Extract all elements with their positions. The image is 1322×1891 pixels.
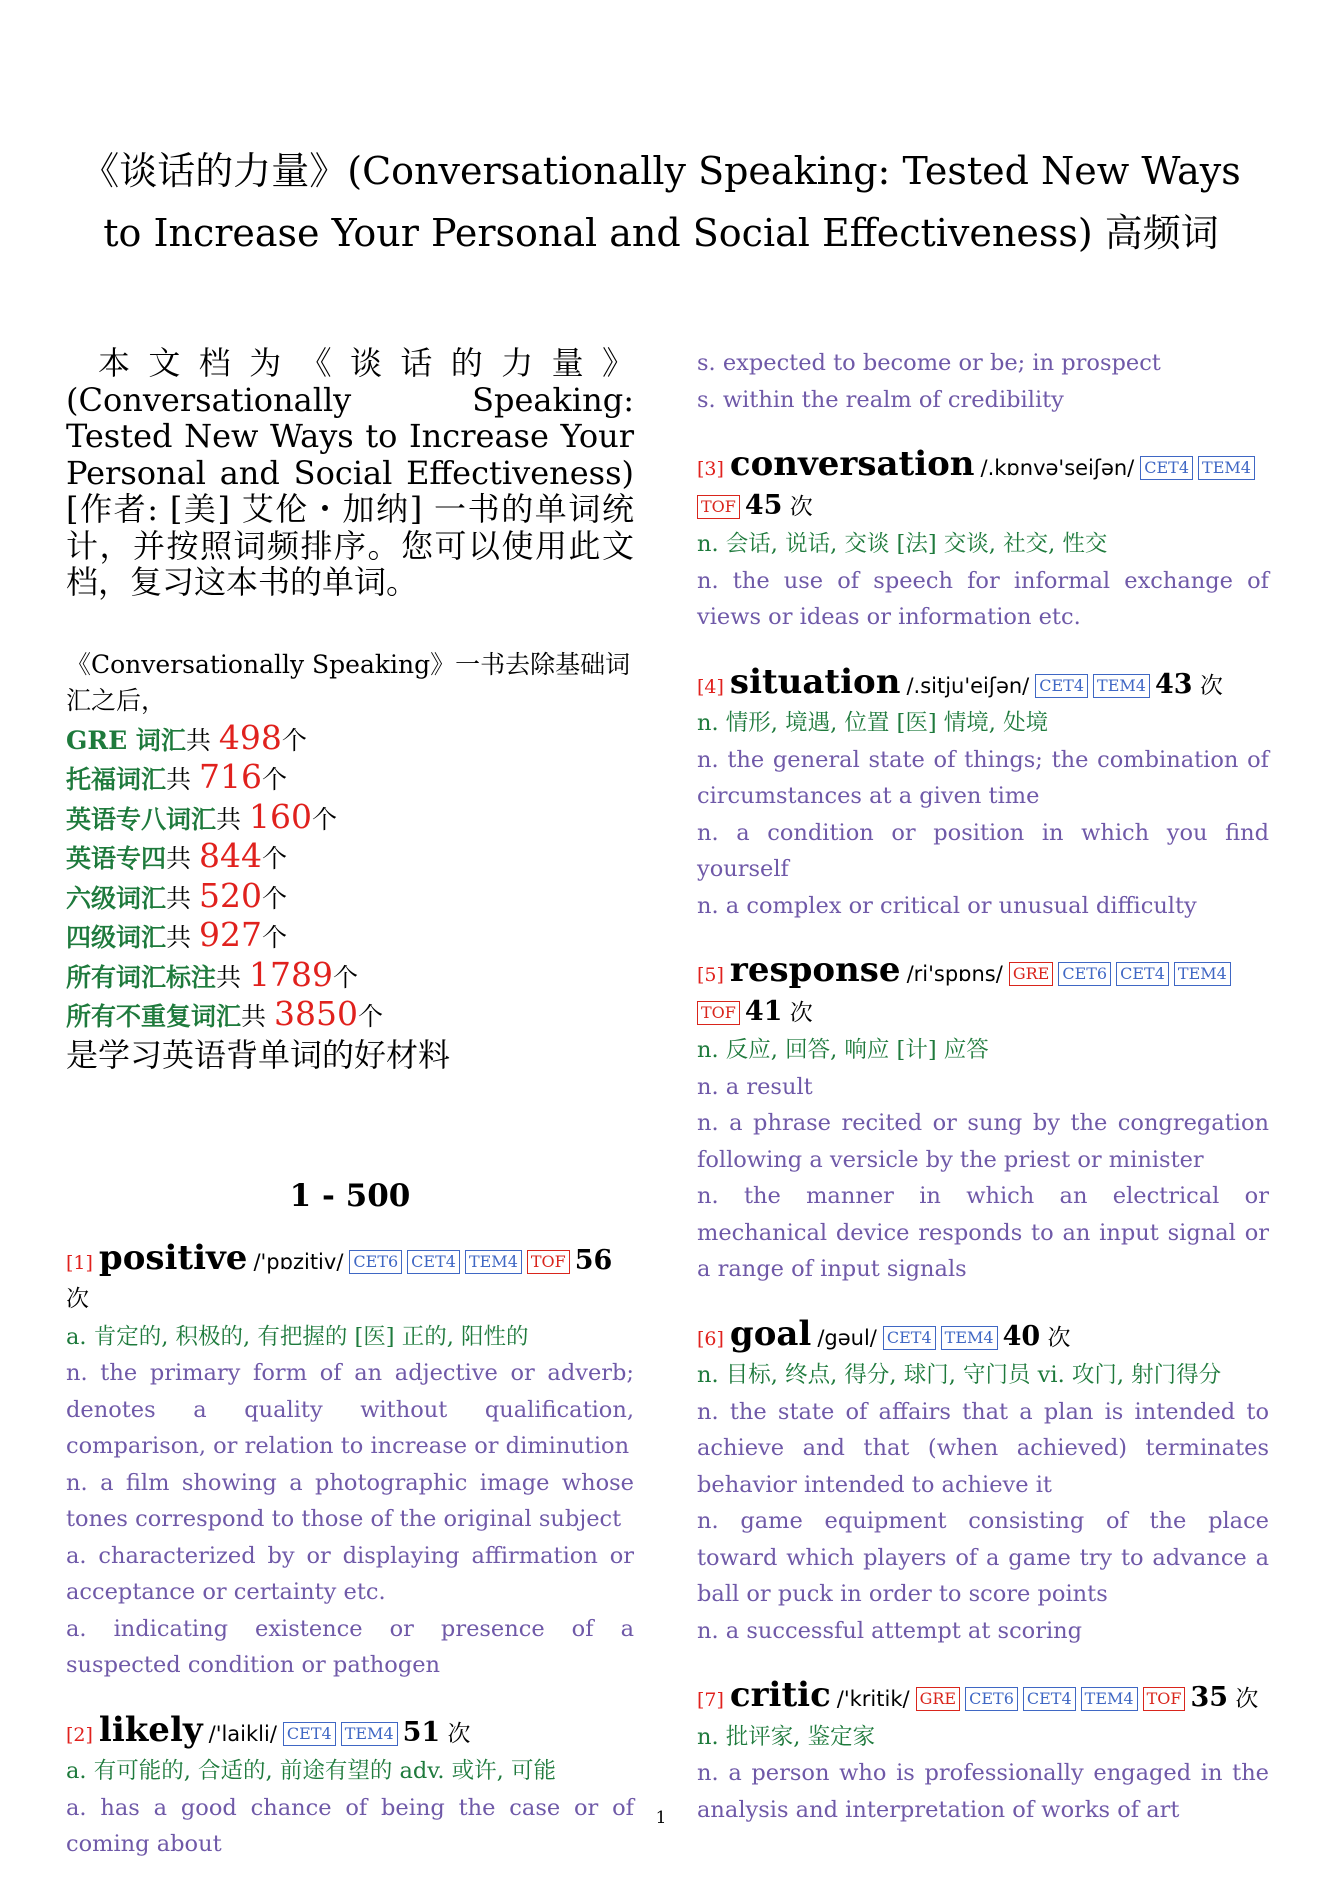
exam-tag: CET4	[283, 1722, 336, 1746]
stat-unit: 个	[261, 923, 287, 952]
stat-row	[66, 875, 634, 918]
stat-row	[66, 796, 634, 839]
stat-row	[66, 917, 634, 957]
left-column	[66, 345, 634, 1891]
exam-tag: CET6	[349, 1250, 402, 1274]
exam-tag: CET4	[1023, 1687, 1076, 1711]
entry-count: 41	[744, 995, 783, 1027]
exam-tag: TOF	[697, 495, 740, 519]
entry-count-unit: 次	[1228, 1686, 1259, 1712]
word-entry	[697, 446, 1269, 636]
stat-unit: 个	[332, 962, 358, 992]
exam-tag: TEM4	[1093, 674, 1150, 698]
chinese-definition: n. 反应, 回答, 响应 [计] 应答	[697, 1037, 989, 1063]
entry-index: [6]	[697, 1327, 724, 1350]
exam-tag: CET4	[1140, 456, 1193, 480]
english-definition: s. expected to become or be; in prospect	[697, 350, 1161, 376]
exam-tag: TEM4	[1081, 1687, 1138, 1711]
word-entry	[697, 1677, 1269, 1828]
entry-phonetic: /'pɒzitiv/	[253, 1249, 344, 1274]
english-definition: n. the manner in which an electrical or mechanical device responds to an input signal or a range of input signals	[697, 1183, 1269, 1282]
summary-block	[66, 647, 634, 1074]
entry-index: [3]	[697, 458, 724, 480]
entry-count: 45	[744, 489, 783, 521]
left-entry-list	[66, 1237, 634, 1863]
stat-unit: 个	[311, 804, 337, 834]
entry-phonetic: /ri'spɒns/	[906, 962, 1003, 986]
entry-word: likely	[98, 1709, 203, 1750]
english-definition: n. a complex or critical or unusual difficulty	[697, 892, 1197, 919]
english-definition: a. indicating existence or presence of a suspected condition or pathogen	[66, 1615, 634, 1678]
stat-gong: 共	[166, 844, 199, 873]
stat-gong: 共	[216, 804, 249, 834]
stat-label: 英语专四	[66, 844, 167, 873]
english-definition: n. a result	[697, 1073, 813, 1100]
stat-row	[66, 996, 634, 1036]
entry-word: positive	[98, 1237, 248, 1278]
entry-count-unit: 次	[782, 999, 813, 1026]
entry-count-unit: 次	[1040, 1324, 1071, 1351]
stat-number: 520	[198, 875, 262, 915]
stat-gong: 共	[166, 765, 199, 794]
english-definition: n. the primary form of an adjective or adverb; denotes a quality without qualification, comparison, or relation to increase or diminution	[66, 1360, 634, 1459]
entry-head	[697, 952, 1269, 1032]
entry-word: conversation	[729, 444, 975, 484]
entry-head	[697, 1313, 1269, 1358]
stat-label: 所有词汇标注	[66, 962, 217, 992]
intro-paragraph: 本文档为《谈话的力量》(Conversationally Speaking: Tested New Ways to Increase Your Personal and Social Effectiveness)[作者: [美] 艾伦・加纳] 一书的单词统计，并按照词频排序。您可以使用此文档，复习这本书的单词。	[66, 344, 634, 601]
exam-tag: CET6	[1058, 962, 1111, 986]
english-definition: n. the general state of things; the combination of circumstances at a given time	[697, 746, 1269, 809]
entry-word: goal	[729, 1313, 812, 1354]
chinese-definition: n. 会话, 说话, 交谈 [法] 交谈, 社交, 性交	[697, 531, 1108, 557]
exam-tag: TEM4	[1174, 962, 1231, 986]
entry-phonetic: /'kritik/	[836, 1687, 910, 1711]
summary-head: 《Conversationally Speaking》一书去除基础词汇之后，	[66, 649, 631, 715]
entry-count-unit: 次	[782, 493, 813, 520]
entry-head	[66, 1237, 634, 1319]
stat-number: 498	[218, 717, 282, 757]
stat-gong: 共	[166, 883, 199, 913]
right-entry-list	[697, 446, 1269, 1828]
entry-count: 56	[574, 1244, 613, 1276]
exam-tag: TOF	[697, 1001, 740, 1025]
stats-list	[66, 717, 634, 1036]
english-definition: n. a phrase recited or sung by the congregation following a versicle by the priest or minister	[697, 1110, 1269, 1173]
stat-unit: 个	[281, 725, 307, 755]
stat-row	[66, 838, 634, 878]
stat-number: 844	[198, 836, 262, 875]
english-definition: n. a condition or position in which you find yourself	[697, 819, 1269, 882]
stat-unit: 个	[261, 765, 287, 794]
stat-unit: 个	[261, 883, 287, 913]
entry-head	[697, 661, 1269, 706]
stat-number: 1789	[248, 954, 333, 994]
exam-tag: CET6	[965, 1687, 1018, 1711]
stat-gong: 共	[241, 1002, 274, 1031]
stat-label: GRE 词汇	[66, 725, 186, 755]
stat-gong: 共	[216, 962, 249, 992]
document-title: 《谈话的力量》(Conversationally Speaking: Tested New Ways to Increase Your Personal and Social Effectiveness) 高频词	[81, 149, 1241, 255]
summary-end: 是学习英语背单词的好材料	[66, 1035, 451, 1074]
english-definition: n. a film showing a photographic image whose tones correspond to those of the original subject	[66, 1469, 634, 1532]
entry-word: situation	[729, 661, 901, 702]
entry-count: 43	[1154, 668, 1193, 700]
continued-definitions	[697, 345, 1269, 418]
entry-index: [7]	[697, 1689, 724, 1711]
exam-tag: GRE	[1009, 962, 1054, 986]
exam-tag: TEM4	[1198, 456, 1255, 480]
entry-count: 51	[402, 1716, 441, 1748]
stat-label: 托福词汇	[66, 765, 167, 794]
stat-row	[66, 717, 634, 760]
range-heading: 1 - 500	[289, 1177, 411, 1214]
entry-index: [2]	[66, 1723, 93, 1746]
stat-label: 六级词汇	[66, 883, 167, 913]
exam-tag: CET4	[1116, 962, 1169, 986]
stat-label: 所有不重复词汇	[66, 1002, 242, 1031]
right-column	[697, 345, 1269, 1856]
exam-tag: TEM4	[465, 1250, 522, 1274]
entry-index: [5]	[697, 964, 724, 986]
entry-phonetic: /.sitju'eiʃən/	[906, 673, 1030, 698]
chinese-definition: n. 情形, 境遇, 位置 [医] 情境, 处境	[697, 710, 1049, 736]
entry-phonetic: /gəul/	[817, 1325, 877, 1350]
entry-count-unit: 次	[1192, 672, 1223, 699]
word-entry	[697, 661, 1269, 925]
entry-head	[697, 446, 1269, 526]
english-definition: n. game equipment consisting of the place toward which players of a game try to advance a ball or puck in order to score points	[697, 1508, 1269, 1607]
stat-label: 四级词汇	[66, 923, 167, 952]
stat-number: 160	[248, 796, 312, 836]
stat-row	[66, 954, 634, 997]
stat-gong: 共	[166, 923, 199, 952]
stat-gong: 共	[185, 725, 219, 755]
chinese-definition: n. 批评家, 鉴定家	[697, 1723, 876, 1750]
chinese-definition: a. 肯定的, 积极的, 有把握的 [医] 正的, 阳性的	[66, 1323, 529, 1350]
entry-phonetic: /.kɒnvə'seiʃən/	[980, 456, 1135, 480]
stat-number: 3850	[273, 994, 358, 1033]
word-entry	[697, 1313, 1269, 1650]
entry-head	[697, 1677, 1269, 1719]
english-definition: a. characterized by or displaying affirmation or acceptance or certainty etc.	[66, 1542, 634, 1605]
stat-row	[66, 759, 634, 799]
stat-label: 英语专八词汇	[66, 804, 217, 834]
entry-head	[66, 1709, 634, 1754]
exam-tag: GRE	[916, 1687, 961, 1711]
stat-number: 927	[198, 915, 262, 954]
exam-tag: TOF	[1143, 1687, 1186, 1711]
entry-word: response	[729, 950, 901, 990]
english-definition: n. the state of affairs that a plan is intended to achieve and that (when achieved) terminates behavior intended to achieve it	[697, 1398, 1269, 1498]
entry-count-unit: 次	[440, 1720, 471, 1747]
stat-unit: 个	[357, 1002, 383, 1031]
exam-tag: TEM4	[941, 1326, 998, 1350]
word-entry	[697, 952, 1269, 1288]
stat-unit: 个	[261, 844, 287, 873]
entry-count: 35	[1190, 1682, 1229, 1713]
entry-phonetic: /'laikli/	[208, 1721, 277, 1746]
english-definition: n. a person who is professionally engaged in the analysis and interpretation of works of art	[697, 1760, 1269, 1823]
exam-tag: CET4	[883, 1326, 936, 1350]
stat-number: 716	[198, 757, 262, 796]
entry-word: critic	[729, 1675, 831, 1715]
english-definition: s. within the realm of credibility	[697, 386, 1064, 413]
entry-index: [4]	[697, 675, 724, 698]
entry-count-unit: 次	[66, 1286, 89, 1312]
chinese-definition: n. 目标, 终点, 得分, 球门, 守门员 vi. 攻门, 射门得分	[697, 1362, 1222, 1388]
english-definition: n. the use of speech for informal exchange of views or ideas or information etc.	[697, 567, 1269, 630]
entry-index: [1]	[66, 1251, 93, 1274]
exam-tag: TOF	[527, 1250, 570, 1274]
exam-tag: CET4	[407, 1250, 460, 1274]
english-definition: a. has a good chance of being the case or of coming about	[66, 1794, 634, 1857]
exam-tag: CET4	[1035, 674, 1088, 698]
english-definition: n. a successful attempt at scoring	[697, 1617, 1083, 1644]
exam-tag: TEM4	[341, 1722, 398, 1746]
entry-count: 40	[1002, 1320, 1041, 1352]
word-entry	[66, 1709, 634, 1863]
chinese-definition: a. 有可能的, 合适的, 前途有望的 adv. 或许, 可能	[66, 1758, 556, 1784]
word-entry	[66, 1237, 634, 1684]
page-number: 1	[655, 1808, 667, 1828]
